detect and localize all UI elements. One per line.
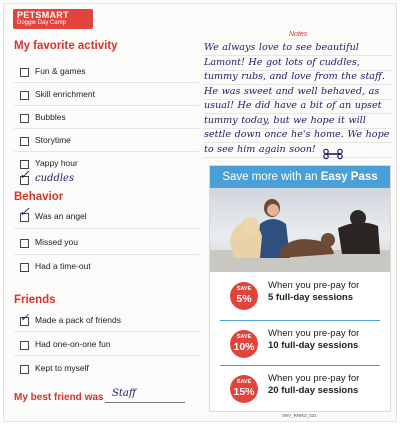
option-label: Missed you: [35, 237, 78, 247]
option-label: Skill enrichment: [35, 89, 95, 99]
divider: [14, 128, 199, 129]
option-label: Kept to myself: [35, 363, 89, 373]
offer-line1: When you pre-pay for: [268, 280, 360, 291]
checkbox[interactable]: [20, 137, 29, 146]
divider: [14, 82, 199, 83]
form-code: SRV_RNRD_031: [282, 413, 317, 418]
divider: [14, 254, 199, 255]
badge-save-label: SAVE: [236, 334, 252, 340]
offer-text: [268, 328, 359, 351]
divider: [14, 151, 199, 152]
offer-text: [268, 373, 359, 396]
offer-line2: 5 full-day sessions: [268, 291, 354, 303]
report-card: [3, 3, 397, 422]
offer-line1: When you pre-pay for: [268, 328, 360, 339]
easy-pass-header: [210, 166, 390, 188]
badge-percent: 10%: [233, 341, 255, 353]
check-mark-icon: ✓: [19, 205, 30, 220]
offer-divider: [220, 365, 380, 366]
checkbox[interactable]: [20, 263, 29, 272]
option-label: Yappy hour: [35, 158, 78, 168]
checkbox[interactable]: [20, 68, 29, 77]
save-badge: [230, 330, 258, 358]
header-text: Save more with an: [222, 171, 321, 183]
checkbox[interactable]: [20, 91, 29, 100]
best-friend-line: [105, 402, 185, 403]
save-badge: [230, 282, 258, 310]
header-bold-text: Easy Pass: [320, 171, 378, 183]
checkbox[interactable]: [20, 341, 29, 350]
offer-divider: [220, 320, 380, 321]
offer-line2: 10 full-day sessions: [268, 339, 359, 351]
logo-subtitle: Doggie Day Camp: [17, 20, 67, 26]
notes-rule: [203, 157, 393, 158]
bone-doodle-icon: [323, 148, 343, 160]
offer-line1: When you pre-pay for: [268, 373, 360, 384]
offer-line2: 20 full-day sessions: [268, 384, 359, 396]
option-label: Had one-on-one fun: [35, 339, 111, 349]
save-badge: [230, 375, 258, 403]
best-friend-label: My best friend was: [14, 392, 104, 403]
checkbox[interactable]: [20, 365, 29, 374]
badge-save-label: SAVE: [236, 286, 252, 292]
option-label: Storytime: [35, 135, 71, 145]
write-in-value: cuddles: [35, 173, 75, 184]
badge-percent: 15%: [233, 386, 255, 398]
checkbox[interactable]: [20, 239, 29, 248]
option-label: Had a time-out: [35, 261, 91, 271]
logo-brand: PETSMART: [17, 10, 69, 20]
badge-percent: 5%: [236, 293, 252, 305]
offer-text: [268, 280, 359, 303]
divider: [14, 355, 199, 356]
option-label: Was an angel: [35, 211, 87, 221]
check-mark-icon: ✓: [19, 168, 30, 183]
option-label: Bubbles: [35, 112, 66, 122]
notes-title: Notes: [289, 31, 308, 38]
notes-text[interactable]: We always love to see beautiful Lamont! He got lots of cuddles, tummy rubs, and love from the staff. He was sweet and well behaved, as usual! He did have a bit of an upset tummy today, but we hope it will settle down once he's home. We hope to see him again soon!: [204, 42, 390, 155]
easy-pass-panel: [209, 165, 391, 412]
friends-title: Friends: [14, 294, 56, 306]
divider: [14, 105, 199, 106]
check-mark-icon: ✓: [20, 311, 30, 324]
option-label: Fun & games: [35, 66, 86, 76]
petsmart-logo: [13, 9, 93, 29]
option-label: Made a pack of friends: [35, 315, 121, 325]
behavior-title: Behavior: [14, 191, 64, 203]
activity-title: My favorite activity: [14, 40, 118, 52]
best-friend-value[interactable]: Staff: [112, 388, 136, 399]
dogs-photo: [210, 188, 390, 272]
dogs-photo-illustration-icon: [210, 188, 390, 272]
divider: [14, 331, 199, 332]
divider: [14, 228, 199, 229]
checkbox[interactable]: [20, 114, 29, 123]
badge-save-label: SAVE: [236, 379, 252, 385]
